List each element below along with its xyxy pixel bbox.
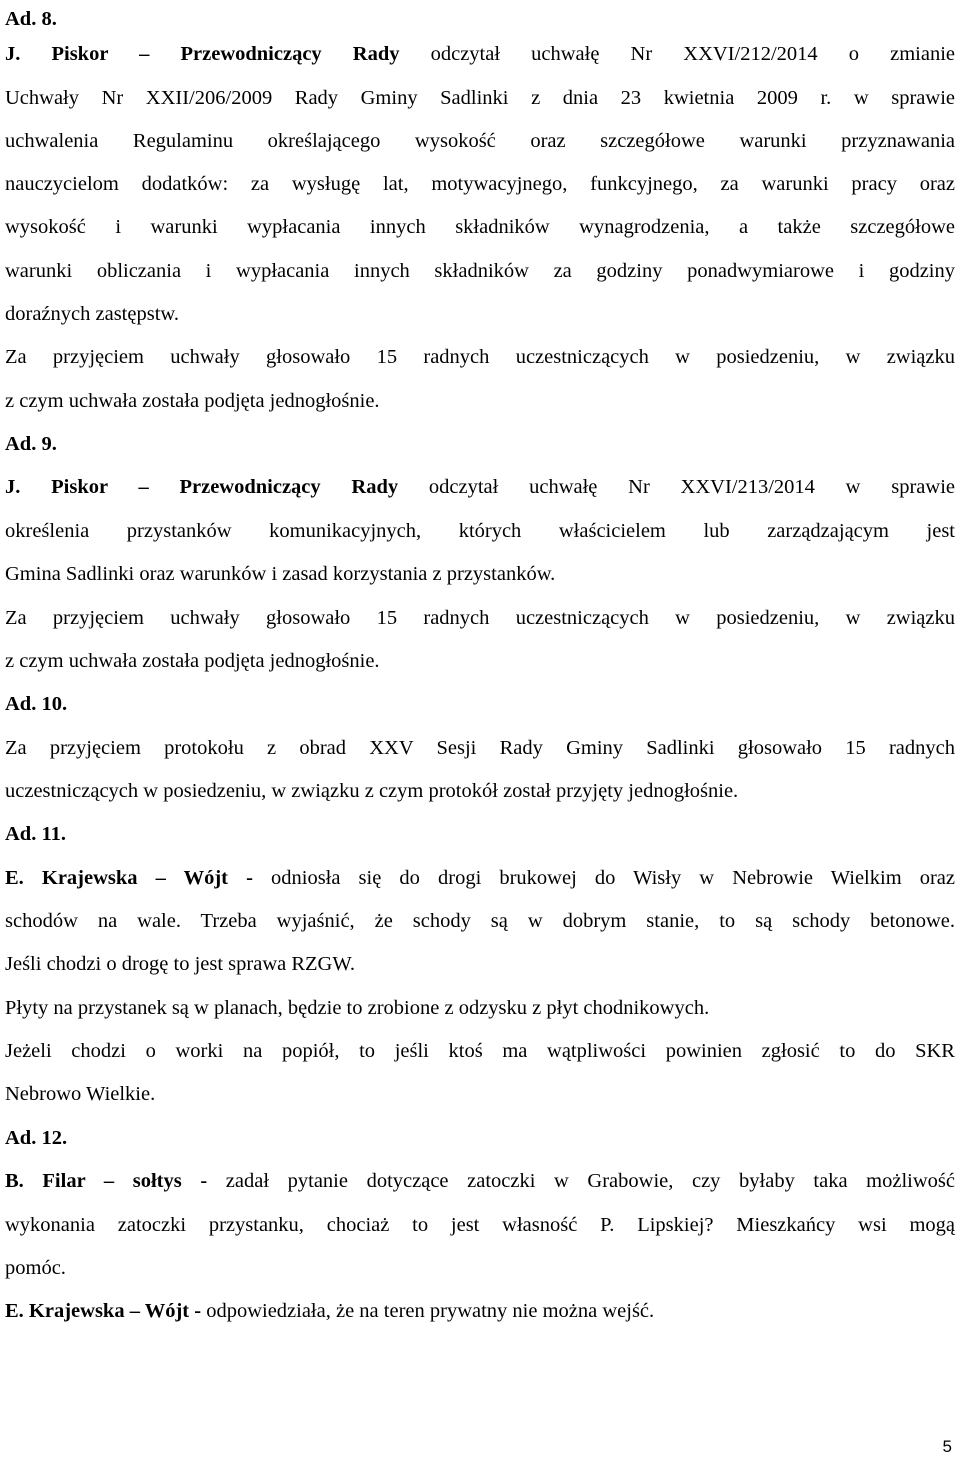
ad8-line-4: nauczycielom dodatków: za wysługę lat, motywacyjnego, funkcyjnego, za warunki pracy oraz bbox=[5, 173, 955, 195]
ad8-speaker: J. Piskor – Przewodniczący Rady bbox=[5, 43, 400, 65]
ad9-intro-line bbox=[5, 472, 955, 502]
ad11-line-2: schodów na wale. Trzeba wyjaśnić, że schody są w dobrym stanie, to są schody betonowe. bbox=[5, 910, 955, 932]
ad8-line-5: wysokość i warunki wypłacania innych składników wynagrodzenia, a także szczegółowe bbox=[5, 216, 955, 238]
ad8-line-7: doraźnych zastępstw. bbox=[5, 303, 179, 325]
ad9-intro-text: odczytał uchwałę Nr XXVI/213/2014 w sprawie bbox=[428, 476, 955, 498]
ad8-vote-line-1: Za przyjęciem uchwały głosowało 15 radnych uczestniczących w posiedzeniu, w związku bbox=[5, 346, 955, 368]
ad12-speaker: B. Filar – sołtys - bbox=[5, 1170, 208, 1192]
ad8-vote-line-2: z czym uchwała została podjęta jednogłośnie. bbox=[5, 390, 380, 412]
ad11-intro-line bbox=[5, 863, 955, 893]
ad12-line-3: pomóc. bbox=[5, 1257, 66, 1279]
ad11-line-6: Nebrowo Wielkie. bbox=[5, 1083, 156, 1105]
ad12-reply-speaker: E. Krajewska – Wójt - bbox=[5, 1300, 202, 1322]
ad8-line-3: uchwalenia Regulaminu określającego wysokość oraz szczegółowe warunki przyznawania bbox=[5, 130, 955, 152]
ad8-heading: Ad. 8. bbox=[5, 8, 57, 30]
ad9-vote-line-1: Za przyjęciem uchwały głosowało 15 radnych uczestniczących w posiedzeniu, w związku bbox=[5, 607, 955, 629]
ad9-line-2: określenia przystanków komunikacyjnych, których właścicielem lub zarządzającym jest bbox=[5, 520, 955, 542]
ad11-speaker: E. Krajewska – Wójt - bbox=[5, 867, 253, 889]
ad9-speaker: J. Piskor – Przewodniczący Rady bbox=[5, 476, 399, 498]
ad12-reply-line bbox=[5, 1296, 955, 1326]
ad10-line-2: uczestniczących w posiedzeniu, w związku z czym protokół został przyjęty jednogłośnie. bbox=[5, 780, 739, 802]
ad10-line-1: Za przyjęciem protokołu z obrad XXV Sesji Rady Gminy Sadlinki głosowało 15 radnych bbox=[5, 737, 955, 759]
ad9-line-3: Gmina Sadlinki oraz warunków i zasad korzystania z przystanków. bbox=[5, 563, 556, 585]
page-number: 5 bbox=[942, 1437, 952, 1456]
ad9-heading: Ad. 9. bbox=[5, 433, 57, 455]
ad8-line-6: warunki obliczania i wypłacania innych składników za godziny ponadwymiarowe i godziny bbox=[5, 260, 955, 282]
ad11-line-3: Jeśli chodzi o drogę to jest sprawa RZGW. bbox=[5, 953, 355, 975]
ad10-heading: Ad. 10. bbox=[5, 693, 68, 715]
ad12-reply-text: odpowiedziała, że na teren prywatny nie można wejść. bbox=[206, 1300, 655, 1322]
ad8-intro-text: odczytał uchwałę Nr XXVI/212/2014 o zmianie bbox=[430, 43, 956, 65]
ad11-line-5: Jeżeli chodzi o worki na popiół, to jeśli ktoś ma wątpliwości powinien zgłosić to do SKR bbox=[5, 1040, 955, 1062]
ad8-line-2: Uchwały Nr XXII/206/2009 Rady Gminy Sadlinki z dnia 23 kwietnia 2009 r. w sprawie bbox=[5, 87, 955, 109]
ad12-line-2: wykonania zatoczki przystanku, chociaż to jest własność P. Lipskiej? Mieszkańcy wsi mogą bbox=[5, 1214, 955, 1236]
ad8-intro-line bbox=[5, 39, 955, 69]
ad11-heading: Ad. 11. bbox=[5, 823, 66, 845]
ad12-heading: Ad. 12. bbox=[5, 1127, 68, 1149]
ad11-line-4: Płyty na przystanek są w planach, będzie to zrobione z odzysku z płyt chodnikowych. bbox=[5, 997, 710, 1019]
ad12-intro-text: zadał pytanie dotyczące zatoczki w Grabowie, czy byłaby taka możliwość bbox=[225, 1170, 955, 1192]
ad9-vote-line-2: z czym uchwała została podjęta jednogłośnie. bbox=[5, 650, 380, 672]
ad12-intro-line bbox=[5, 1166, 955, 1196]
ad11-intro-text: odniosła się do drogi brukowej do Wisły w Nebrowie Wielkim oraz bbox=[271, 867, 956, 889]
